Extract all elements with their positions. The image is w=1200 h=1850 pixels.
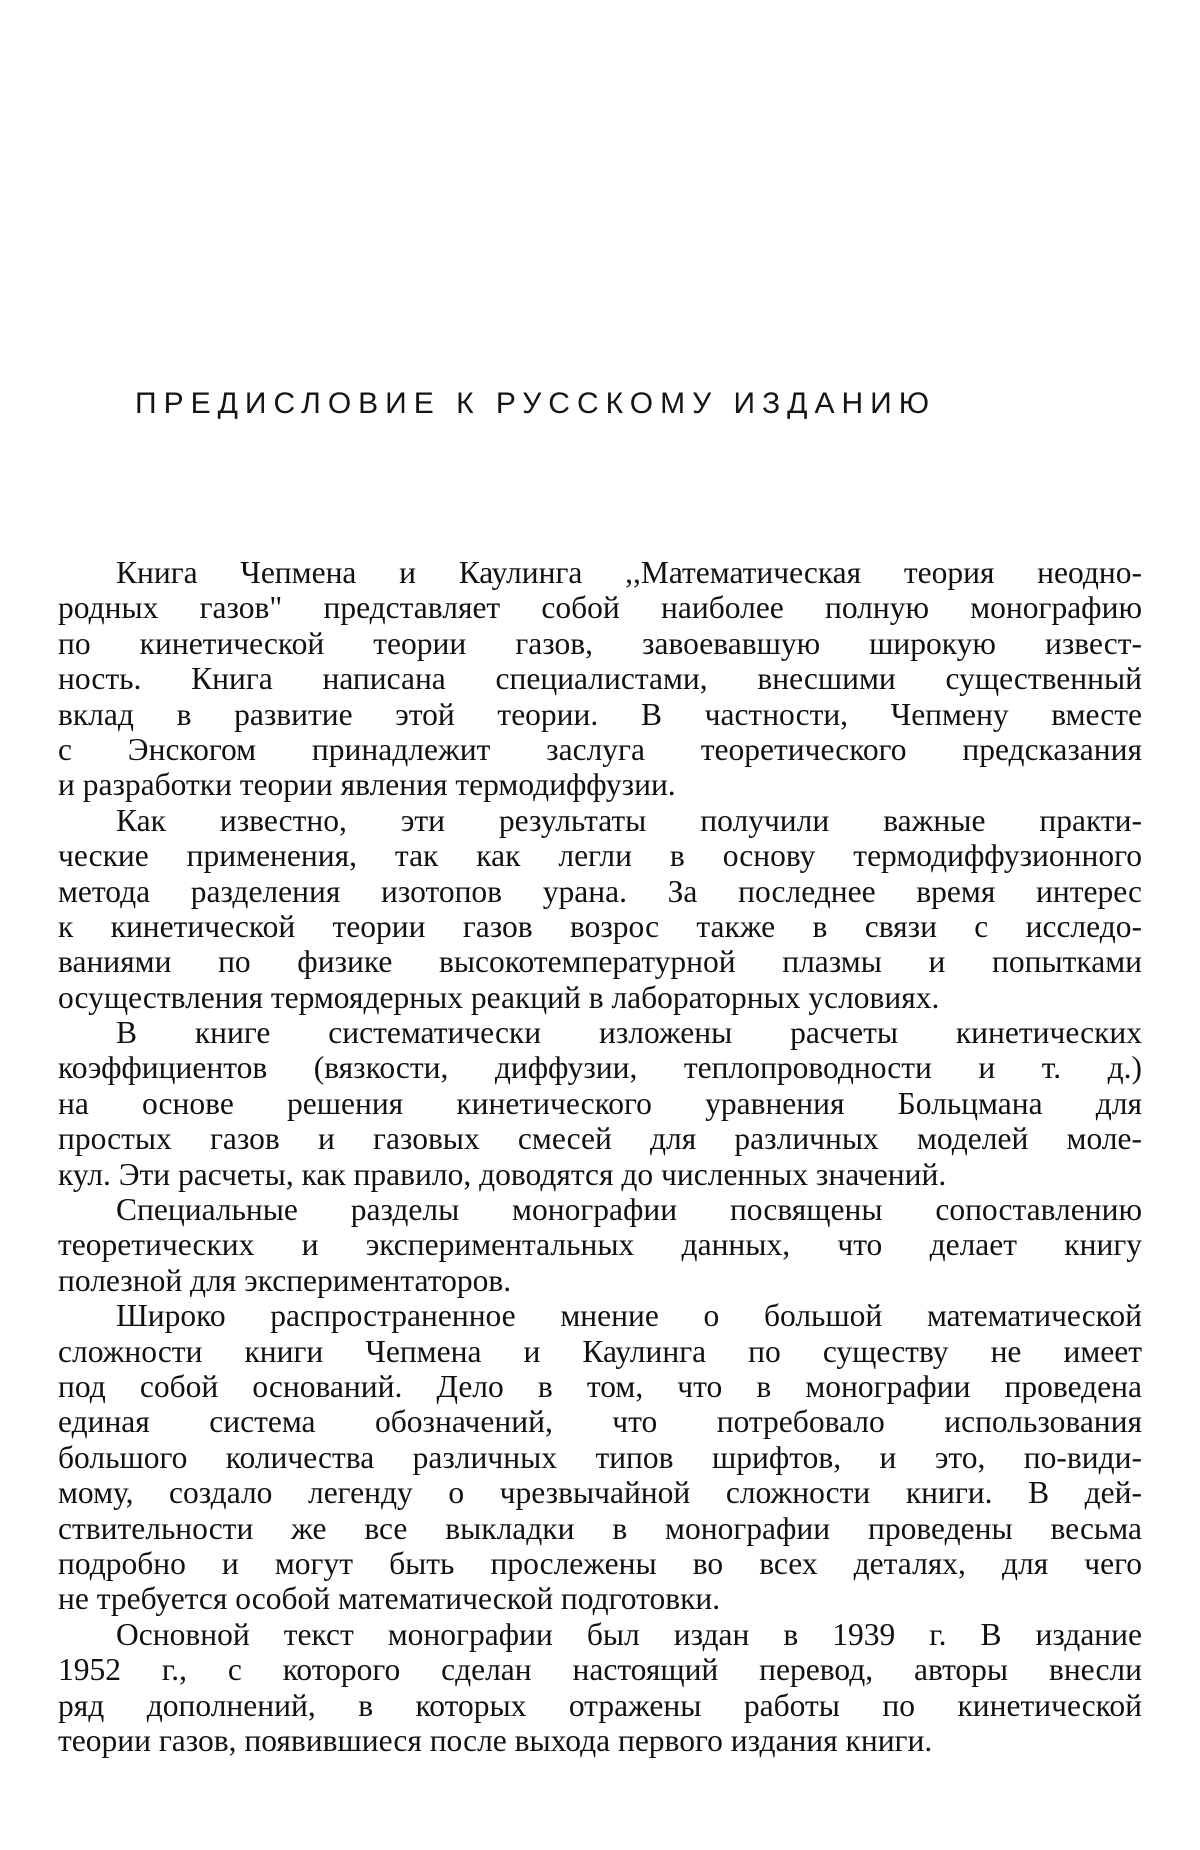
text-line: Основной текст монографии был издан в 1939 г. В издание bbox=[116, 1616, 1142, 1652]
paragraph bbox=[58, 1192, 1142, 1298]
text-line: большого количества различных типов шрифтов, и это, по-види- bbox=[58, 1439, 1142, 1475]
text-line: подробно и могут быть прослежены во всех деталях, для чего bbox=[58, 1545, 1142, 1581]
text-line: ряд дополнений, в которых отражены работы по кинетической bbox=[58, 1687, 1142, 1723]
paragraph bbox=[58, 803, 1142, 1015]
text-line: кул. Эти расчеты, как правило, доводятся до численных значений. bbox=[58, 1156, 947, 1192]
text-line: родных газов" представляет собой наиболее полную монографию bbox=[58, 590, 1142, 626]
text-line: сложности книги Чепмена и Каулинга по существу не имеет bbox=[58, 1333, 1142, 1369]
text-line: на основе решения кинетического уравнения Больцмана для bbox=[58, 1085, 1142, 1121]
text-line: с Энскогом принадлежит заслуга теоретического предсказания bbox=[58, 731, 1142, 767]
text-line: теоретических и экспериментальных данных, что делает книгу bbox=[58, 1227, 1142, 1263]
text-line: ваниями по физике высокотемпературной плазмы и попытками bbox=[58, 944, 1142, 980]
paragraph bbox=[58, 1617, 1142, 1759]
text-line: и разработки теории явления термодиффузии. bbox=[58, 767, 676, 803]
text-line: ность. Книга написана специалистами, внесшими существенный bbox=[58, 661, 1142, 697]
text-line: осуществления термоядерных реакций в лабораторных условиях. bbox=[58, 979, 940, 1015]
text-line: вклад в развитие этой теории. В частности, Чепмену вместе bbox=[58, 696, 1142, 732]
text-line: коэффициентов (вязкости, диффузии, теплопроводности и т. д.) bbox=[58, 1050, 1142, 1086]
paragraph bbox=[58, 1298, 1142, 1617]
text-line: ческие применения, так как легли в основу термодиффузионного bbox=[58, 838, 1142, 874]
text-line: Как известно, эти результаты получили важные практи- bbox=[116, 802, 1142, 838]
paragraph bbox=[58, 555, 1142, 803]
paragraph bbox=[58, 1015, 1142, 1192]
preface-body bbox=[58, 555, 1142, 1758]
text-line: по кинетической теории газов, завоевавшую широкую извест- bbox=[58, 625, 1142, 661]
text-line: к кинетической теории газов возрос также в связи с исследо- bbox=[58, 908, 1142, 944]
text-line: теории газов, появившиеся после выхода первого издания книги. bbox=[58, 1722, 933, 1758]
text-line: мому, создало легенду о чрезвычайной сложности книги. В дей- bbox=[58, 1475, 1142, 1511]
text-line: простых газов и газовых смесей для различных моделей моле- bbox=[58, 1121, 1142, 1157]
text-line: ствительности же все выкладки в монографии проведены весьма bbox=[58, 1510, 1142, 1546]
text-line: Специальные разделы монографии посвящены сопоставлению bbox=[116, 1192, 1142, 1228]
text-line: единая система обозначений, что потребовало использования bbox=[58, 1404, 1142, 1440]
preface-heading: ПРЕДИСЛОВИЕ К РУССКОМУ ИЗДАНИЮ bbox=[135, 387, 937, 420]
text-line: 1952 г., с которого сделан настоящий перевод, авторы внесли bbox=[58, 1652, 1142, 1688]
text-line: метода разделения изотопов урана. За последнее время интерес bbox=[58, 873, 1142, 909]
text-line: полезной для экспериментаторов. bbox=[58, 1262, 512, 1298]
text-line: под собой оснований. Дело в том, что в монографии проведена bbox=[58, 1368, 1142, 1404]
text-line: Широко распространенное мнение о большой математической bbox=[116, 1298, 1142, 1334]
text-line: Книга Чепмена и Каулинга ,,Математическая теория неодно- bbox=[116, 555, 1142, 590]
text-line: В книге систематически изложены расчеты кинетических bbox=[116, 1015, 1142, 1051]
text-line: не требуется особой математической подготовки. bbox=[58, 1581, 721, 1617]
